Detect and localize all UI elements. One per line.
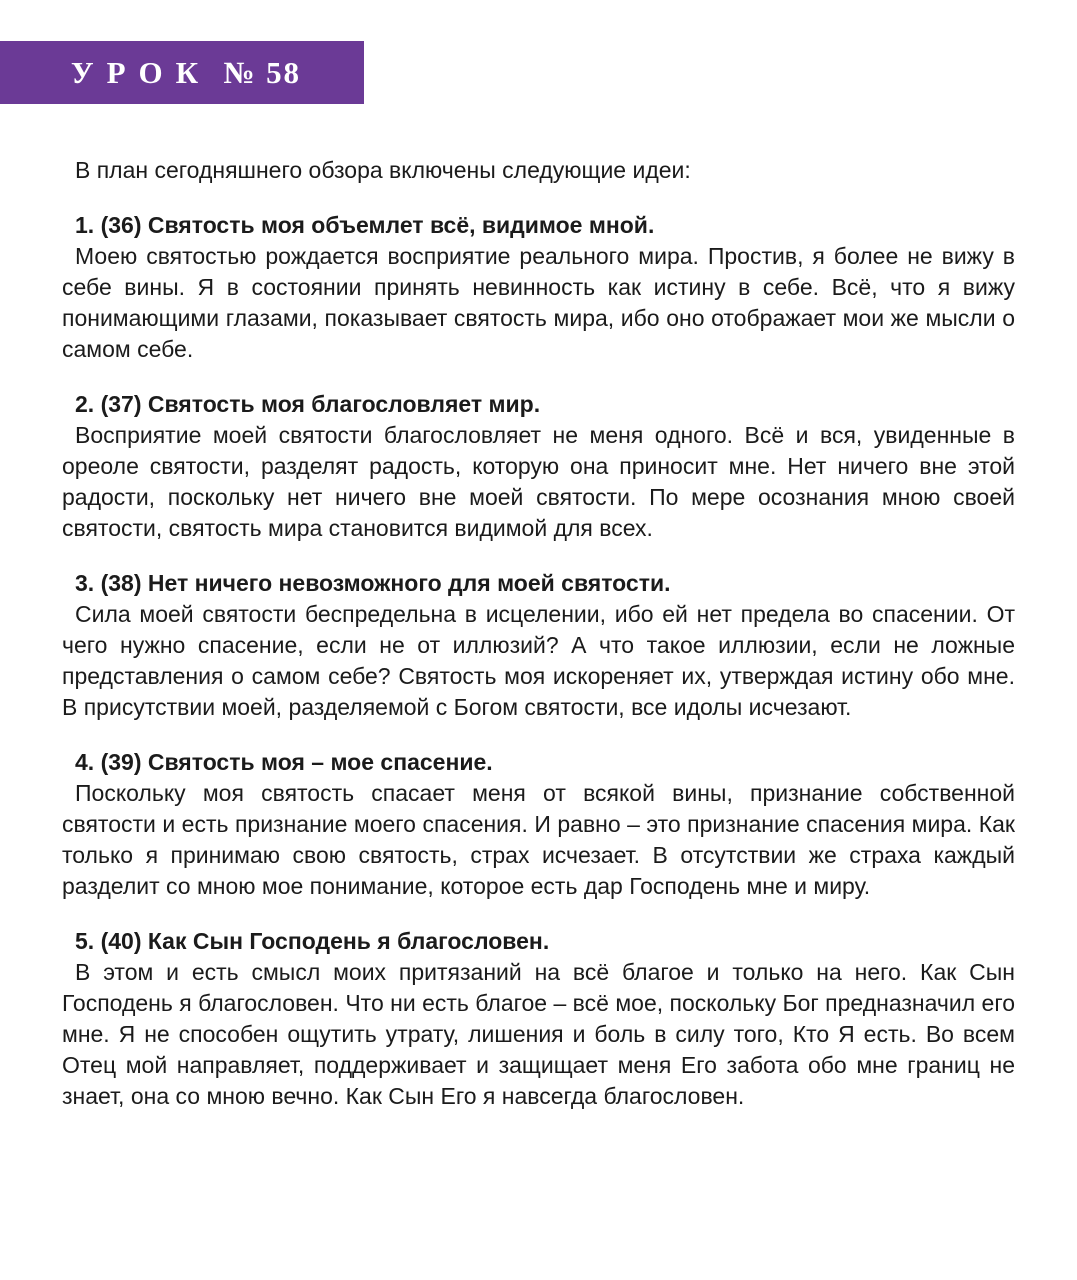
section-heading: 5. (40) Как Сын Господень я благословен. (75, 928, 550, 954)
section-body: Восприятие моей святости благословляет не меня одного. Всё и вся, увиденные в ореоле святости, разделят радость, которую она приносит мне. Нет ничего вне этой радости, поскольку нет ничего вне моей святости. По мере осознания мною своей святости, святость мира становится видимой для всех. (62, 422, 1015, 541)
section-heading: 2. (37) Святость моя благословляет мир. (75, 391, 541, 417)
section-38 (62, 568, 1015, 723)
page-content (62, 155, 1015, 1112)
section-37 (62, 389, 1015, 544)
lesson-number: № 58 (223, 54, 301, 90)
lesson-banner-title: УРОК (70, 54, 212, 90)
section-39 (62, 747, 1015, 902)
section-body: В этом и есть смысл моих притязаний на всё благое и только на него. Как Сын Господень я благословен. Что ни есть благое – всё мое, поскольку Бог предназначил его мне. Я не способен ощутить утрату, лишения и боль в силу того, Кто Я есть. Во всем Отец мой направляет, поддерживает и защищает меня Его забота обо мне границ не знает, она со мною вечно. Как Сын Его я навсегда благословен. (62, 959, 1015, 1109)
section-body: Поскольку моя святость спасает меня от всякой вины, признание собственной святости и есть признание моего спасения. И равно – это признание спасения мира. Как только я принимаю свою святость, страх исчезает. В отсутствии же страха каждый разделит со мною мое понимание, которое есть дар Господень мне и миру. (62, 780, 1015, 899)
section-36 (62, 210, 1015, 365)
intro-text: В план сегодняшнего обзора включены следующие идеи: (75, 157, 691, 183)
section-heading: 1. (36) Святость моя объемлет всё, видимое мной. (75, 212, 655, 238)
section-body: Моею святостью рождается восприятие реального мира. Простив, я более не вижу в себе вины. Я в состоянии принять невинность как истину в себе. Всё, что я вижу понимающими глазами, показывает святость мира, ибо оно отображает мои же мысли о самом себе. (62, 243, 1015, 362)
section-body: Сила моей святости беспредельна в исцелении, ибо ей нет предела во спасении. От чего нужно спасение, если не от иллюзий? А что такое иллюзии, если не ложные представления о самом себе? Святость моя искореняет их, утверждая истину обо мне. В присутствии моей, разделяемой с Богом святости, все идолы исчезают. (62, 601, 1015, 720)
section-40 (62, 926, 1015, 1112)
lesson-banner (0, 41, 364, 104)
section-heading: 4. (39) Святость моя – мое спасение. (75, 749, 493, 775)
section-heading: 3. (38) Нет ничего невозможного для моей святости. (75, 570, 671, 596)
